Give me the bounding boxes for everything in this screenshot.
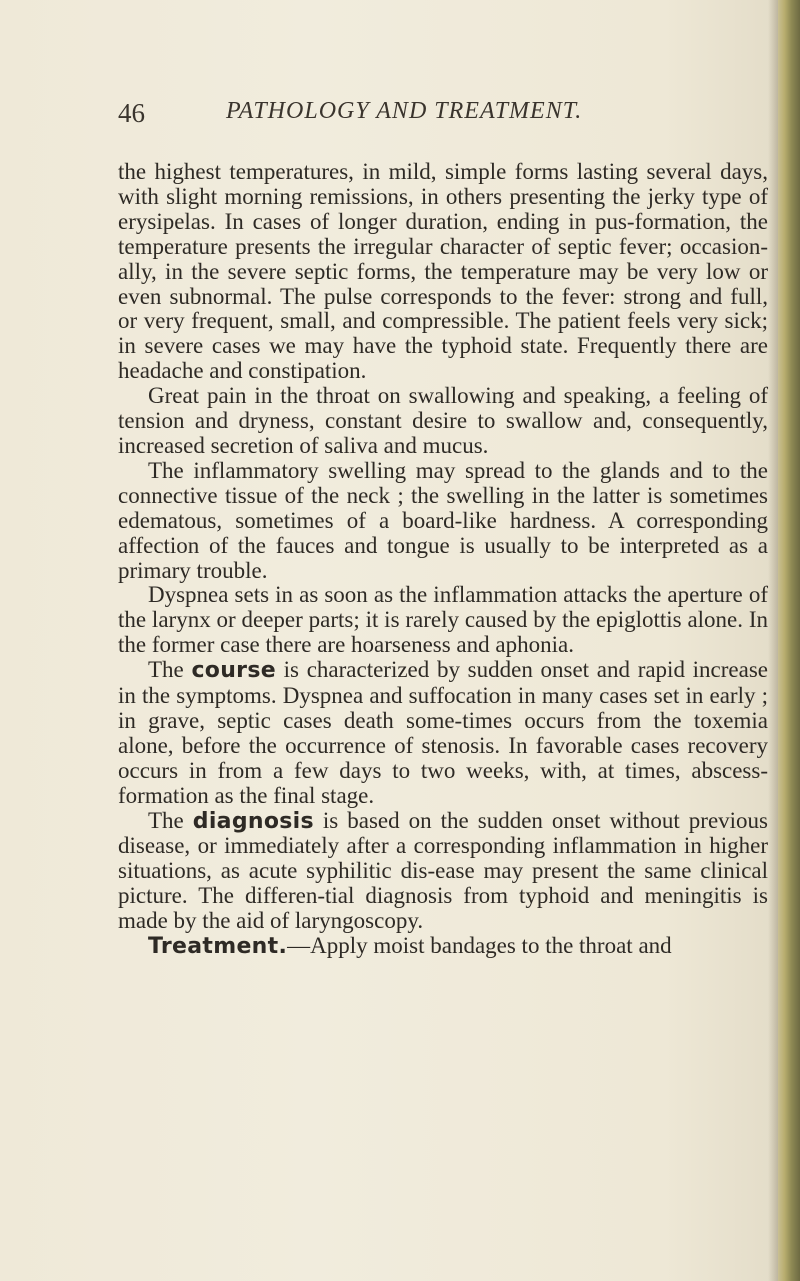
- paragraph-lead: The: [148, 657, 184, 683]
- paragraph-text: the highest temperatures, in mild, simple forms lasting several days, with slight morning remissions, in others presenting the jerky type of erysipelas. In cases of longer duration, ending in pus-formation, the temperature presents the irregular character of septic fever; occasion-ally, in the severe septic forms, the temperature may be very low or even subnormal. The pulse corresponds to the fever: strong and full, or very frequent, small, and compressible. The patient feels very sick; in severe cases we may have the typhoid state. Frequently there are headache and constipation.: [118, 159, 768, 384]
- page-number: 46: [118, 98, 145, 128]
- paragraph-treatment: [118, 934, 768, 960]
- paragraph-text: Dyspnea sets in as soon as the inflammation attacks the aperture of the larynx or deeper parts; it is rarely caused by the epiglottis alone. In the former case there are hoarseness and aphonia.: [118, 582, 768, 658]
- paragraph-fever: [118, 160, 768, 384]
- paragraph-dyspnea: [118, 583, 768, 658]
- paragraph-swelling: [118, 459, 768, 584]
- paragraph-course: [118, 658, 768, 808]
- body-text: [118, 160, 768, 960]
- paragraph-text: is characterized by sudden onset and rapid increase in the symptoms. Dyspnea and suffocation in many cases set in early ; in grave, septic cases death some-times occurs from the toxemia alone, before the occurrence of stenosis. In favorable cases recovery occurs in from a few days to two weeks, with, at times, abscess-formation as the final stage.: [118, 657, 768, 808]
- paragraph-pain: [118, 384, 768, 459]
- paragraph-lead: The: [148, 807, 184, 833]
- paragraph-text: is based on the sudden onset without previous disease, or immediately after a corresponding inflammation in higher situations, as acute syphilitic dis-ease may present the same clinical picture. The differen-tial diagnosis from typhoid and meningitis is made by the aid of laryngoscopy.: [118, 807, 768, 934]
- running-title: PATHOLOGY AND TREATMENT.: [226, 98, 583, 124]
- paragraph-text: Great pain in the throat on swallowing and speaking, a feeling of tension and dryness, constant desire to swallow and, consequently, increased secretion of saliva and mucus.: [118, 383, 768, 458]
- paragraph-diagnosis: [118, 809, 768, 935]
- term-treatment: Treatment.: [148, 934, 288, 960]
- paragraph-text: The inflammatory swelling may spread to the glands and to the connective tissue of the neck ; the swelling in the latter is sometimes edematous, sometimes of a board-like hardness. A corresponding affection of the fauces and tongue is usually to be interpreted as a primary trouble.: [118, 457, 768, 583]
- term-diagnosis: diagnosis: [192, 808, 314, 834]
- page-gutter-shadow: [768, 0, 778, 1281]
- term-course: course: [191, 658, 276, 684]
- page-edge: [778, 0, 800, 1281]
- paragraph-text: —Apply moist bandages to the throat and: [287, 933, 672, 959]
- page-header: [118, 98, 758, 138]
